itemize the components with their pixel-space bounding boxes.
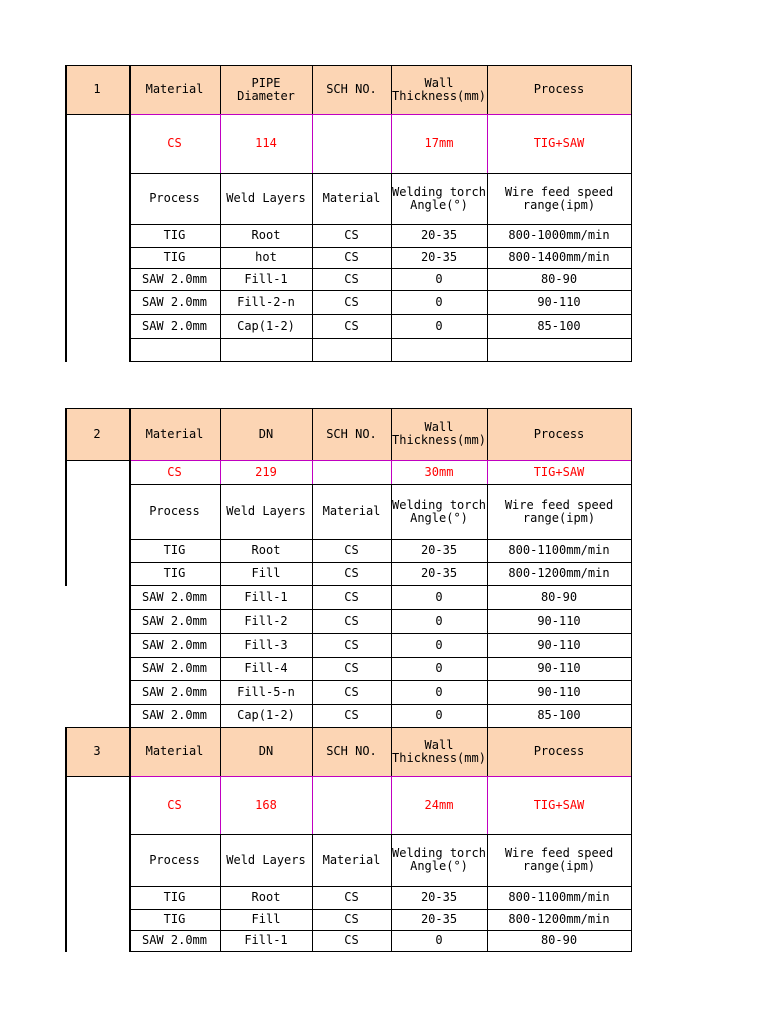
table-cell[interactable]: 800-1100mm/min	[508, 890, 610, 904]
table-cell[interactable]: CS	[344, 933, 359, 947]
header-cell[interactable]: Wall Thickness(mm)	[391, 65, 487, 114]
table-number: 2	[65, 408, 129, 460]
subheader-cell[interactable]: Weld Layers	[226, 191, 306, 205]
table-cell[interactable]: 800-1200mm/min	[508, 566, 610, 580]
value-cell[interactable]: 114	[255, 136, 277, 150]
table-number: 3	[65, 727, 129, 776]
grid-line	[487, 727, 488, 777]
grid-line	[312, 484, 313, 728]
table-cell[interactable]: Fill-5-n	[237, 684, 295, 699]
table-cell[interactable]: CS	[344, 318, 359, 333]
table-cell[interactable]: 0	[435, 589, 443, 604]
table-cell[interactable]: Fill-1	[244, 933, 288, 947]
table-cell[interactable]: SAW 2.0mm	[141, 708, 208, 722]
value-cell[interactable]: TIG+SAW	[533, 136, 585, 150]
header-cell[interactable]: Wall Thickness(mm)	[391, 727, 487, 776]
subheader-cell[interactable]: Wire feed speed range(ipm)	[504, 846, 614, 873]
grid-line	[65, 727, 632, 728]
header-cell[interactable]: Process	[487, 65, 631, 114]
grid-line	[220, 776, 221, 835]
grid-line	[391, 173, 392, 362]
value-cell[interactable]	[312, 460, 391, 484]
grid-line	[129, 484, 632, 485]
grid-line	[487, 114, 488, 174]
table-cell[interactable]: SAW 2.0mm	[141, 294, 208, 309]
grid-line	[312, 776, 313, 835]
table-cell[interactable]: Fill-2-n	[237, 294, 295, 309]
grid-line	[65, 408, 632, 409]
subheader-cell[interactable]: Material	[322, 504, 381, 518]
grid-line	[129, 65, 131, 362]
table-cell[interactable]: 800-1200mm/min	[508, 912, 610, 926]
table-cell[interactable]: SAW 2.0mm	[141, 933, 208, 947]
table-cell[interactable]: 80-90	[540, 933, 578, 947]
grid-line	[391, 776, 392, 835]
grid-line	[130, 776, 631, 777]
table-cell[interactable]: Fill-2	[244, 613, 288, 628]
table-cell[interactable]: SAW 2.0mm	[141, 684, 208, 699]
grid-line	[312, 65, 313, 115]
grid-line	[312, 834, 313, 952]
table-cell[interactable]: Cap(1-2)	[237, 708, 295, 722]
subheader-cell[interactable]: Welding torch Angle(°)	[392, 497, 486, 525]
table-cell[interactable]: 85-100	[537, 318, 581, 333]
grid-line	[220, 834, 221, 952]
table-cell[interactable]: 80-90	[540, 271, 578, 286]
table-cell[interactable]: TIG	[163, 912, 186, 926]
table-cell[interactable]: 90-110	[537, 613, 581, 628]
table-cell[interactable]: 85-100	[537, 708, 581, 722]
table-cell[interactable]: Fill	[251, 566, 281, 580]
header-cell[interactable]: DN	[220, 727, 312, 776]
table-cell[interactable]: SAW 2.0mm	[141, 637, 208, 652]
table-cell[interactable]: 90-110	[537, 294, 581, 309]
header-cell[interactable]: SCH NO.	[312, 408, 391, 460]
value-cell[interactable]: TIG+SAW	[533, 464, 585, 479]
table-cell[interactable]: 0	[435, 294, 443, 309]
grid-line	[220, 484, 221, 728]
table-cell[interactable]: 0	[435, 271, 443, 286]
table-cell[interactable]: 90-110	[537, 684, 581, 699]
table-cell[interactable]: 20-35	[420, 250, 458, 264]
value-cell[interactable]: CS	[167, 136, 182, 150]
value-cell[interactable]	[312, 114, 391, 173]
table-cell[interactable]: 80-90	[540, 589, 578, 604]
table-cell[interactable]	[129, 338, 220, 361]
header-cell[interactable]: Material	[129, 727, 220, 776]
table-cell[interactable]: CS	[344, 294, 359, 309]
value-cell[interactable]: 168	[255, 797, 277, 812]
subheader-cell[interactable]: Weld Layers	[226, 504, 306, 518]
grid-line	[487, 408, 488, 461]
grid-line	[129, 408, 131, 728]
subheader-cell[interactable]: Weld Layers	[226, 852, 306, 867]
table-cell[interactable]: CS	[344, 684, 359, 699]
grid-line	[129, 361, 632, 362]
grid-line	[129, 562, 632, 563]
subheader-cell[interactable]: Welding torch Angle(°)	[392, 846, 486, 873]
grid-line	[129, 314, 632, 315]
grid-line	[487, 460, 488, 485]
grid-line	[129, 609, 632, 610]
subheader-cell[interactable]: Welding torch Angle(°)	[392, 184, 486, 212]
header-cell[interactable]: Process	[487, 408, 631, 460]
table-cell[interactable]: Fill-1	[244, 271, 288, 286]
grid-line	[129, 633, 632, 634]
table-cell[interactable]: SAW 2.0mm	[141, 271, 208, 286]
grid-line	[129, 680, 632, 681]
table-cell[interactable]: 800-1100mm/min	[508, 543, 610, 557]
grid-line	[487, 776, 488, 835]
table-cell[interactable]: CS	[344, 912, 359, 926]
table-cell[interactable]: 0	[435, 933, 443, 947]
table-cell[interactable]	[487, 338, 631, 361]
header-cell[interactable]: Process	[487, 727, 631, 776]
table-cell[interactable]: 20-35	[420, 566, 458, 580]
table-cell[interactable]: SAW 2.0mm	[141, 613, 208, 628]
grid-line	[391, 484, 392, 728]
subheader-cell[interactable]: Process	[149, 191, 200, 205]
table-cell[interactable]: SAW 2.0mm	[141, 589, 208, 604]
grid-line	[129, 290, 632, 291]
table-cell[interactable]: TIG	[163, 228, 186, 242]
grid-line	[391, 65, 392, 115]
subheader-cell[interactable]: Wire feed speed range(ipm)	[504, 497, 614, 525]
grid-line	[129, 338, 632, 339]
grid-line	[631, 727, 632, 952]
grid-line	[129, 224, 632, 225]
value-cell[interactable]: 17mm	[424, 136, 454, 150]
grid-line	[129, 930, 632, 931]
header-cell[interactable]: SCH NO.	[312, 65, 391, 114]
table-cell[interactable]: TIG	[163, 250, 186, 264]
table-cell[interactable]: 90-110	[537, 637, 581, 652]
subheader-cell[interactable]: Wire feed speed range(ipm)	[504, 184, 614, 212]
value-cell[interactable]: 219	[255, 464, 277, 479]
table-cell[interactable]: TIG	[163, 566, 186, 580]
subheader-cell[interactable]: Process	[149, 852, 200, 867]
table-cell[interactable]: CS	[344, 228, 359, 242]
header-cell[interactable]: Material	[129, 65, 220, 114]
table-cell[interactable]: CS	[344, 589, 359, 604]
table-cell[interactable]: 20-35	[420, 890, 458, 904]
table-cell[interactable]: hot	[255, 250, 277, 264]
table-cell[interactable]: TIG	[163, 543, 186, 557]
table-cell[interactable]: 90-110	[537, 661, 581, 675]
value-cell[interactable]: 24mm	[424, 797, 454, 812]
grid-line	[312, 727, 313, 777]
table-cell[interactable]: SAW 2.0mm	[141, 318, 208, 333]
table-cell[interactable]: CS	[344, 661, 359, 675]
table-cell[interactable]: 0	[435, 684, 443, 699]
table-cell[interactable]: Root	[251, 228, 281, 242]
table-cell[interactable]: CS	[344, 250, 359, 264]
grid-line	[487, 484, 488, 728]
grid-line	[391, 114, 392, 174]
table-cell[interactable]: Fill-4	[244, 661, 288, 675]
table-cell[interactable]: Fill	[251, 912, 281, 926]
header-cell[interactable]: SCH NO.	[312, 727, 391, 776]
grid-line	[129, 247, 632, 248]
grid-line	[312, 460, 313, 485]
header-cell[interactable]: PIPE Diameter	[220, 65, 312, 114]
table-cell[interactable]: CS	[344, 637, 359, 652]
table-cell[interactable]: 800-1000mm/min	[508, 228, 610, 242]
grid-line	[391, 727, 392, 777]
table-cell[interactable]: 20-35	[420, 912, 458, 926]
grid-line	[391, 834, 392, 952]
table-cell[interactable]: CS	[344, 613, 359, 628]
grid-line	[220, 65, 221, 115]
grid-line	[220, 408, 221, 461]
table-cell[interactable]: 20-35	[420, 228, 458, 242]
grid-line	[391, 460, 392, 485]
grid-line	[129, 951, 632, 952]
value-cell[interactable]: TIG+SAW	[533, 797, 585, 812]
grid-line	[129, 727, 131, 952]
grid-line	[129, 539, 632, 540]
subheader-cell[interactable]: Process	[149, 504, 200, 518]
table-cell[interactable]: Cap(1-2)	[237, 318, 295, 333]
subheader-cell[interactable]: Material	[322, 191, 381, 205]
table-cell[interactable]: SAW 2.0mm	[141, 661, 208, 675]
table-cell[interactable]	[312, 338, 391, 361]
table-cell[interactable]: 20-35	[420, 543, 458, 557]
grid-line	[220, 114, 221, 174]
grid-line	[129, 834, 632, 835]
grid-line	[391, 408, 392, 461]
table-cell[interactable]: 0	[435, 637, 443, 652]
table-cell[interactable]: CS	[344, 271, 359, 286]
grid-line	[129, 268, 632, 269]
header-cell[interactable]: Wall Thickness(mm)	[391, 408, 487, 460]
grid-line	[65, 65, 67, 362]
grid-line	[65, 727, 67, 952]
grid-line	[631, 408, 632, 728]
table-cell[interactable]: TIG	[163, 890, 186, 904]
grid-line	[487, 834, 488, 952]
table-cell[interactable]	[391, 338, 487, 361]
grid-line	[312, 173, 313, 362]
grid-line	[631, 65, 632, 362]
table-cell[interactable]	[220, 338, 312, 361]
grid-line	[129, 173, 632, 174]
value-cell[interactable]: CS	[167, 464, 182, 479]
value-cell[interactable]: 30mm	[424, 464, 454, 479]
table-cell[interactable]: Fill-3	[244, 637, 288, 652]
grid-line	[487, 65, 488, 115]
table-cell[interactable]: CS	[344, 543, 359, 557]
table-number: 1	[65, 65, 129, 114]
table-cell[interactable]: CS	[344, 890, 359, 904]
value-cell[interactable]	[312, 776, 391, 834]
grid-line	[220, 173, 221, 362]
grid-line	[312, 408, 313, 461]
header-cell[interactable]: Material	[129, 408, 220, 460]
table-cell[interactable]: Fill-1	[244, 589, 288, 604]
grid-line	[220, 460, 221, 485]
table-cell[interactable]: CS	[344, 566, 359, 580]
table-cell[interactable]: 0	[435, 613, 443, 628]
subheader-cell[interactable]: Material	[322, 852, 381, 867]
table-cell[interactable]: 0	[435, 318, 443, 333]
grid-line	[130, 460, 631, 461]
grid-line	[65, 408, 67, 586]
grid-line	[130, 114, 631, 115]
grid-line	[312, 114, 313, 174]
table-cell[interactable]: Root	[251, 543, 281, 557]
table-cell[interactable]: 0	[435, 661, 443, 675]
table-cell[interactable]: Root	[251, 890, 281, 904]
grid-line	[129, 704, 632, 705]
grid-line	[487, 173, 488, 362]
header-cell[interactable]: DN	[220, 408, 312, 460]
grid-line	[129, 657, 632, 658]
grid-line	[129, 909, 632, 910]
table-cell[interactable]: 800-1400mm/min	[508, 250, 610, 264]
table-cell[interactable]: 0	[435, 708, 443, 722]
grid-line	[220, 727, 221, 777]
value-cell[interactable]: CS	[167, 797, 182, 812]
grid-line	[129, 886, 632, 887]
table-cell[interactable]: CS	[344, 708, 359, 722]
grid-line	[65, 65, 632, 66]
grid-line	[129, 585, 632, 586]
